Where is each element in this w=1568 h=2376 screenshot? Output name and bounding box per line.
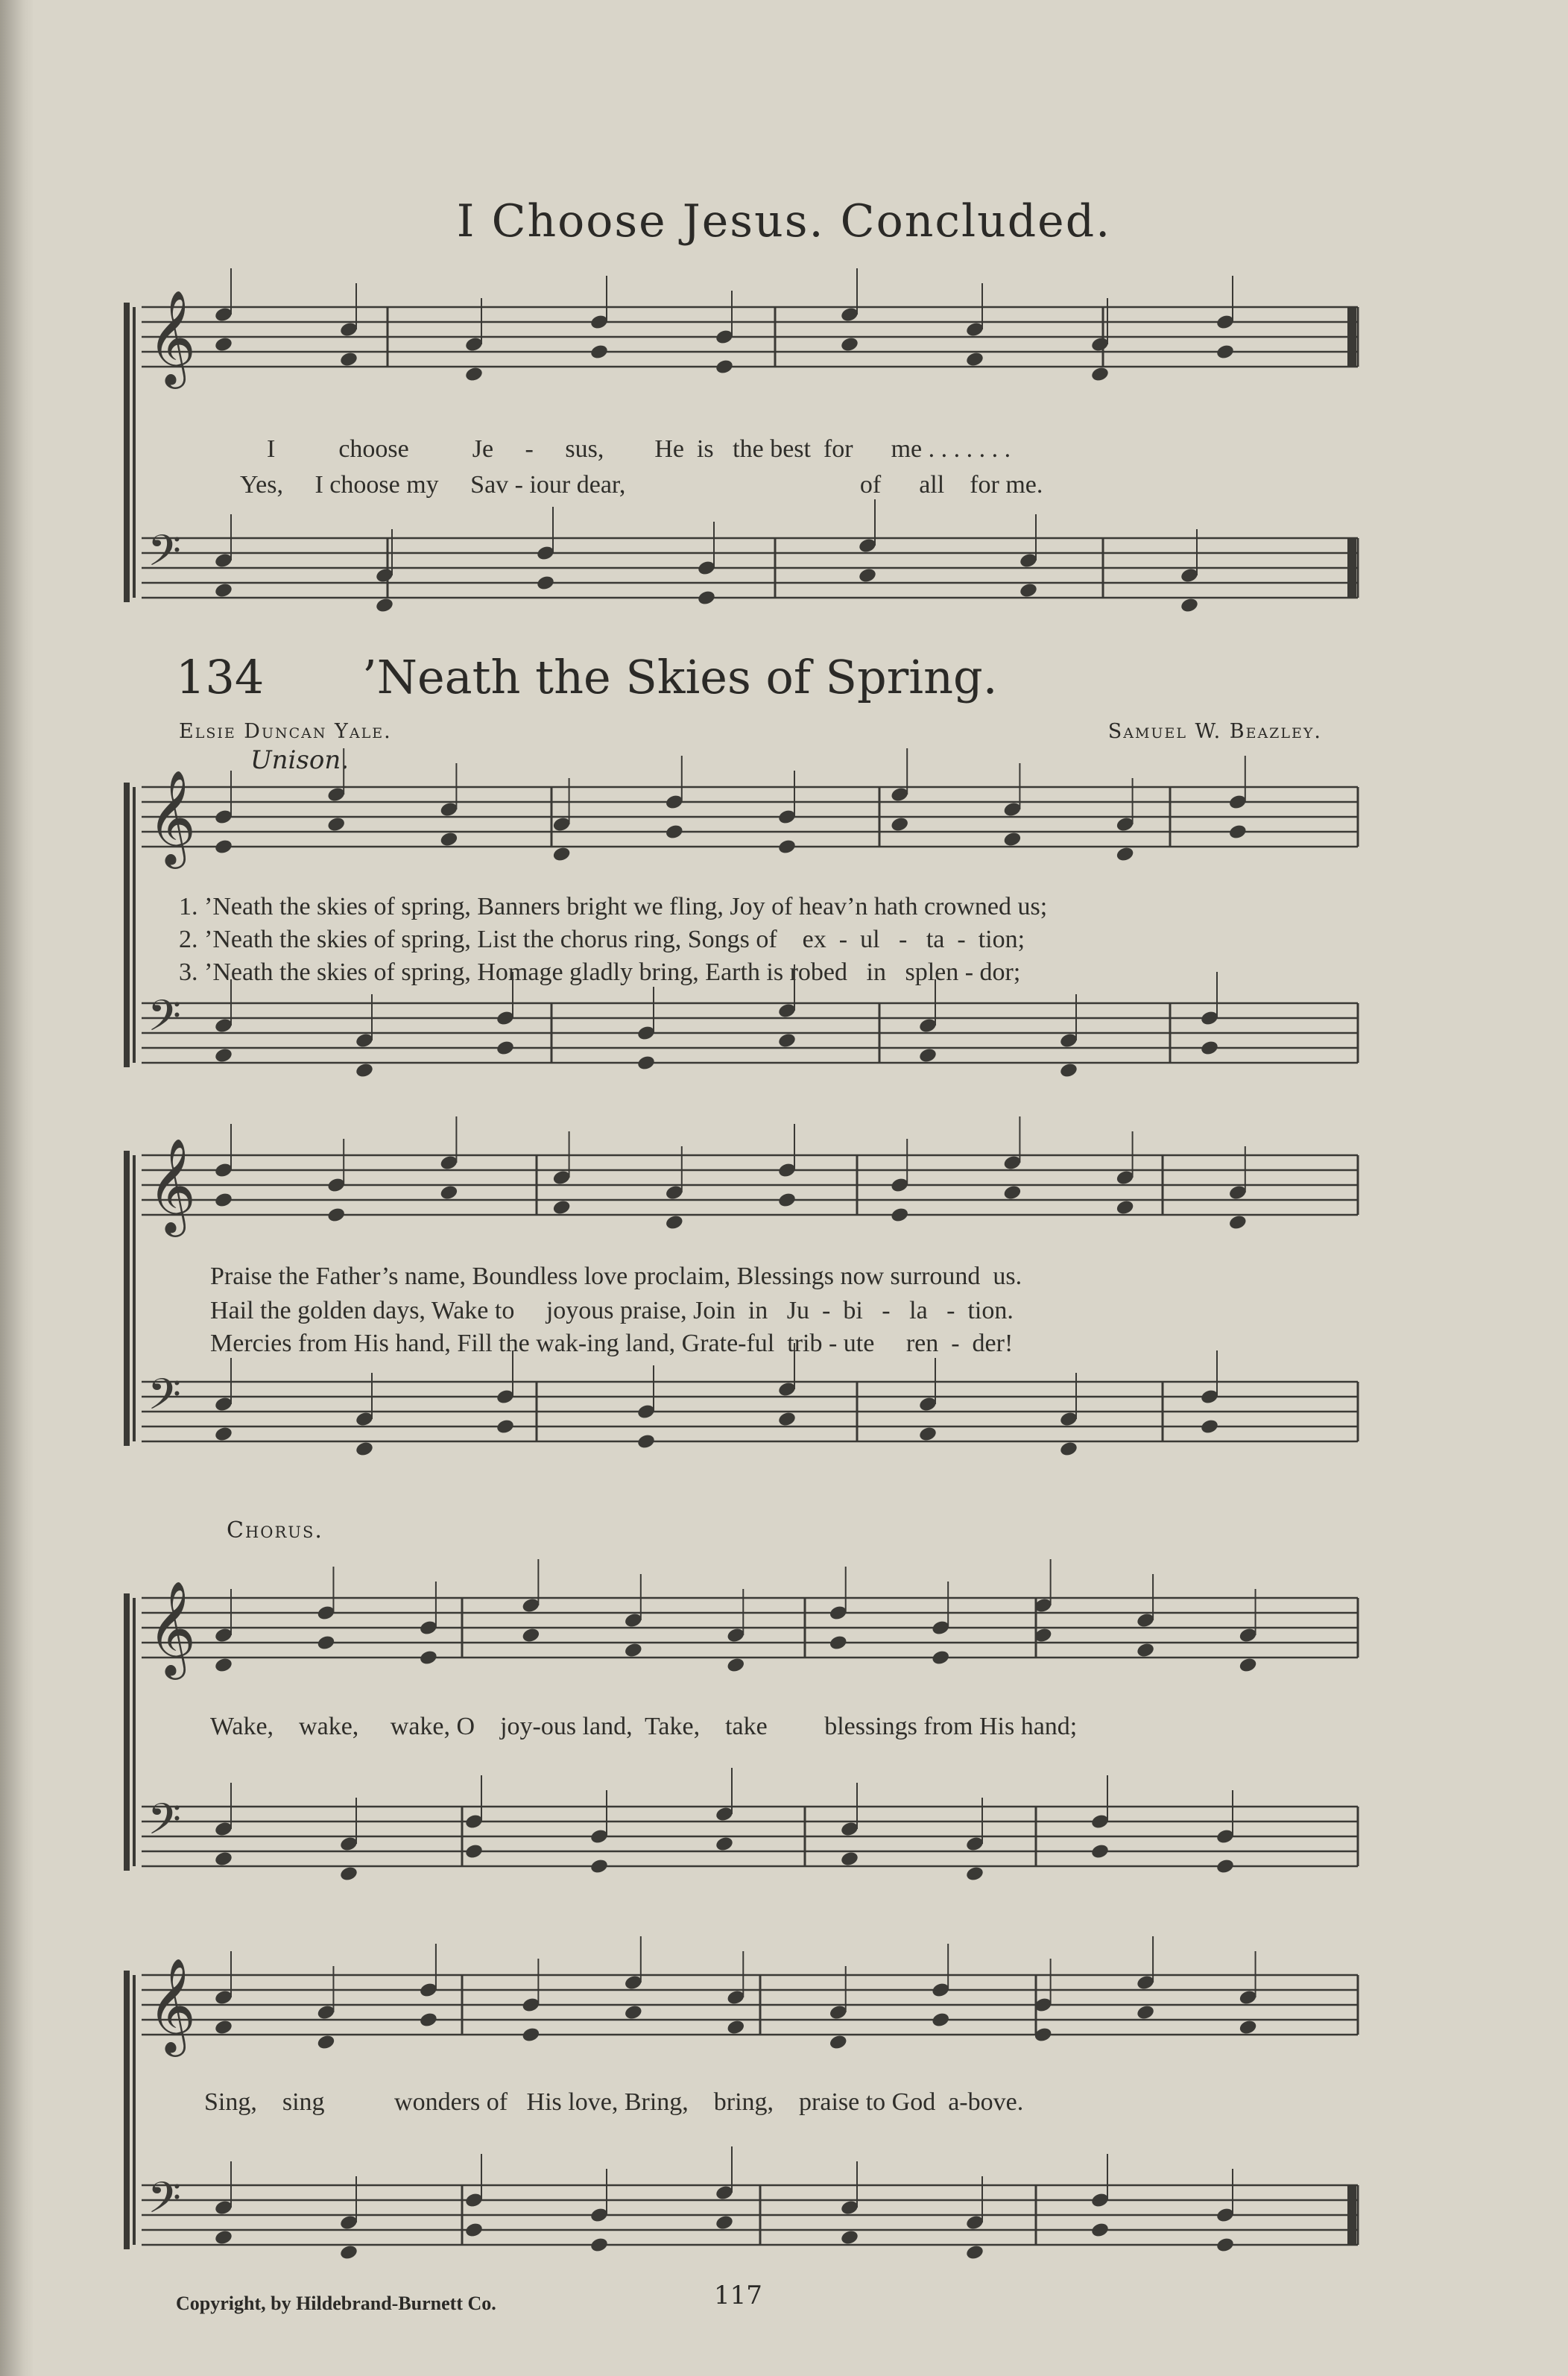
notehead (496, 1418, 515, 1435)
notehead (375, 597, 394, 614)
notehead (326, 816, 346, 833)
notehead (965, 351, 984, 368)
verse-lyric-line: Hail the golden days, Wake to joyous praise, Join in Ju - bi - la - tion. (210, 1297, 1014, 1324)
system-bracket (124, 303, 130, 602)
notehead (355, 1441, 374, 1458)
notehead (464, 1843, 484, 1860)
notehead (726, 1657, 745, 1674)
notehead (965, 2244, 984, 2261)
chorus-label: Chorus. (227, 1517, 323, 1544)
notehead (589, 2237, 609, 2254)
notehead (589, 1858, 609, 1875)
notehead (326, 1207, 346, 1224)
notehead (726, 2019, 745, 2036)
final-barline (1347, 538, 1356, 598)
notehead (1019, 582, 1038, 599)
bass-clef: 𝄢 (148, 1794, 182, 1855)
page-number: 117 (714, 2281, 762, 2310)
notehead (439, 831, 458, 848)
hymn-number: 134 (176, 650, 265, 704)
performance-direction: Unison. (250, 745, 350, 775)
notehead (918, 1047, 938, 1064)
verse-lyric-line: 2. ’Neath the skies of spring, List the chorus ring, Songs of ex - ul - ta - tion; (179, 926, 1025, 953)
notehead (316, 1634, 335, 1652)
notehead (1238, 1657, 1257, 1674)
composer-credit: Samuel W. Beazley. (1107, 720, 1322, 743)
notehead (1180, 597, 1199, 614)
notehead (777, 1032, 797, 1049)
notehead (214, 1426, 233, 1443)
page-title: I Choose Jesus. Concluded. (456, 195, 1112, 247)
system-bracket (124, 1593, 130, 1871)
notehead (1090, 2222, 1110, 2239)
notehead (715, 358, 734, 376)
notehead (890, 1207, 909, 1224)
notehead (1059, 1441, 1078, 1458)
notehead (1200, 1040, 1219, 1057)
lyric-line: Yes, I choose my Sav - iour dear, of all for me. (240, 471, 1043, 499)
notehead (1238, 2019, 1257, 2036)
notehead (840, 1851, 859, 1868)
notehead (931, 2012, 950, 2029)
notehead (636, 1433, 656, 1450)
notehead (536, 575, 555, 592)
notehead (214, 1657, 233, 1674)
notehead (665, 1214, 684, 1231)
treble-clef: 𝄞 (148, 1957, 197, 2053)
notehead (715, 2214, 734, 2231)
notehead (1090, 366, 1110, 383)
notehead (931, 1649, 950, 1666)
notehead (858, 567, 877, 584)
system-bracket (124, 1971, 130, 2249)
chorus-lyric-line: Sing, sing wonders of His love, Bring, bring, praise to God a-bove. (204, 2088, 1024, 2116)
notehead (829, 2034, 848, 2051)
system-bracket (124, 1151, 130, 1446)
verse-lyric-line: Mercies from His hand, Fill the wak-ing land, Grate-ful trib - ute ren - der! (210, 1330, 1014, 1357)
notehead (918, 1426, 938, 1443)
notehead (890, 816, 909, 833)
notehead (840, 336, 859, 353)
notehead (214, 2019, 233, 2036)
verse-lyric-line: Praise the Father’s name, Boundless love proclaim, Blessings now surround us. (210, 1263, 1022, 1290)
notehead (1215, 2237, 1235, 2254)
copyright-notice: Copyright, by Hildebrand-Burnett Co. (176, 2293, 496, 2314)
notehead (214, 1047, 233, 1064)
lyricist-credit: Elsie Duncan Yale. (179, 720, 392, 743)
notehead (624, 1642, 643, 1659)
notehead (214, 1851, 233, 1868)
bass-clef: 𝄢 (148, 2173, 182, 2234)
notehead (339, 2244, 358, 2261)
bass-clef: 𝄢 (148, 1369, 182, 1430)
treble-clef: 𝄞 (148, 1137, 197, 1233)
notehead (624, 2004, 643, 2021)
notehead (464, 366, 484, 383)
notehead (1200, 1418, 1219, 1435)
notehead (715, 1836, 734, 1853)
notehead (339, 1865, 358, 1883)
notehead (214, 2229, 233, 2246)
notehead (589, 344, 609, 361)
bass-clef: 𝄢 (148, 525, 182, 587)
notehead (439, 1184, 458, 1201)
notehead (214, 1192, 233, 1209)
notehead (777, 1192, 797, 1209)
notehead (1228, 1214, 1248, 1231)
lyric-line: I choose Je - sus, He is the best for me . . . . . . . (267, 435, 1011, 463)
treble-clef: 𝄞 (148, 289, 197, 385)
notehead (1215, 344, 1235, 361)
notehead (521, 2026, 540, 2044)
notehead (665, 824, 684, 841)
notehead (1136, 1642, 1155, 1659)
verse-lyric-line: 3. ’Neath the skies of spring, Homage gladly bring, Earth is robed in splen - dor; (179, 958, 1021, 986)
notehead (777, 838, 797, 856)
notehead (214, 582, 233, 599)
notehead (1116, 1199, 1135, 1216)
chorus-lyric-line: Wake, wake, wake, O joy-ous land, Take, take blessings from His hand; (210, 1713, 1078, 1740)
notehead (419, 1649, 438, 1666)
notehead (521, 1627, 540, 1644)
notehead (1002, 831, 1022, 848)
notehead (552, 1199, 572, 1216)
system-bracket (124, 783, 130, 1067)
notehead (552, 846, 572, 863)
notehead (840, 2229, 859, 2246)
notehead (464, 2222, 484, 2239)
notehead (697, 590, 716, 607)
notehead (1136, 2004, 1155, 2021)
notehead (1228, 824, 1248, 841)
notehead (496, 1040, 515, 1057)
notehead (214, 336, 233, 353)
notehead (419, 2012, 438, 2029)
notehead (214, 838, 233, 856)
notehead (1116, 846, 1135, 863)
notehead (777, 1411, 797, 1428)
treble-clef: 𝄞 (148, 769, 197, 865)
final-barline (1347, 2185, 1356, 2245)
treble-clef: 𝄞 (148, 1580, 197, 1675)
notehead (1090, 1843, 1110, 1860)
final-barline (1347, 307, 1356, 367)
notehead (355, 1062, 374, 1079)
hymn-title: ’Neath the Skies of Spring. (362, 650, 998, 704)
notehead (636, 1055, 656, 1072)
notehead (316, 2034, 335, 2051)
verse-lyric-line: 1. ’Neath the skies of spring, Banners bright we fling, Joy of heav’n hath crowned us; (179, 893, 1048, 920)
bass-clef: 𝄢 (148, 990, 182, 1052)
notehead (1002, 1184, 1022, 1201)
notehead (965, 1865, 984, 1883)
notehead (829, 1634, 848, 1652)
notehead (1215, 1858, 1235, 1875)
notehead (339, 351, 358, 368)
notehead (1059, 1062, 1078, 1079)
